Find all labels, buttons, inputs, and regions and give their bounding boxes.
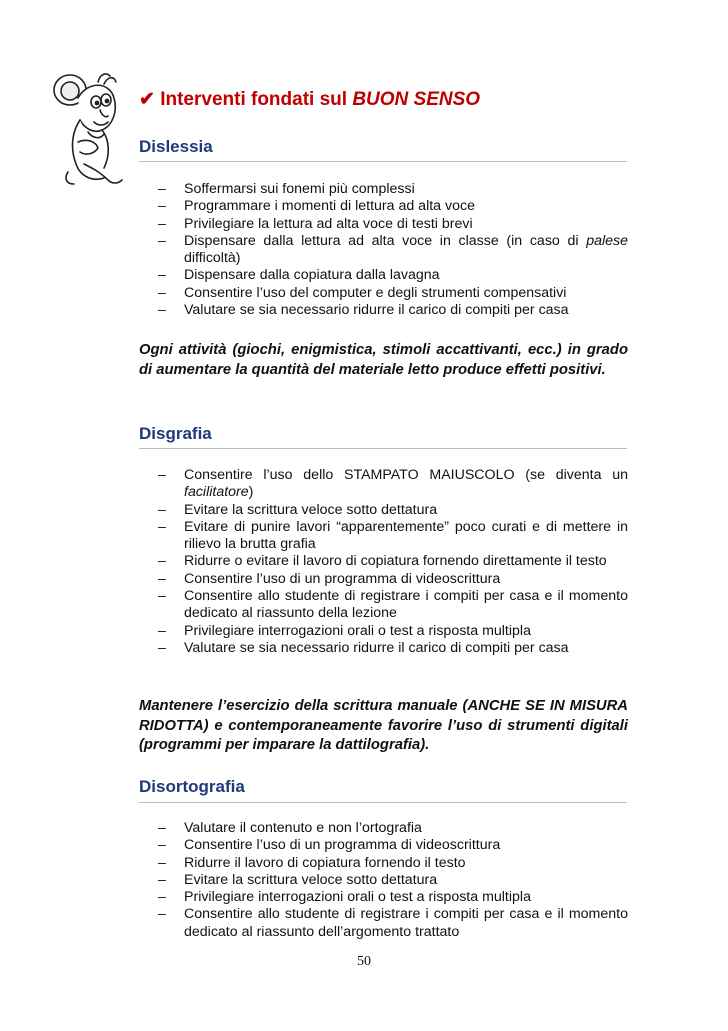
title-emphasis: BUON SENSO <box>352 89 481 110</box>
dislessia-note: Ogni attività (giochi, enigmistica, stimoli accattivanti, ecc.) in grado di aumentare la quantità del materiale letto produce effetti positivi. <box>139 342 628 378</box>
disortografia-list <box>158 820 628 941</box>
list-item: – Ridurre o evitare il lavoro di copiatura fornendo direttamente il testo <box>158 553 628 570</box>
list-item: – Dispensare dalla lettura ad alta voce in classe (in caso di palese difficoltà) <box>158 233 628 268</box>
list-item: – Privilegiare interrogazioni orali o test a risposta multipla <box>158 623 628 640</box>
disgrafia-list <box>158 467 628 657</box>
list-item: – Consentire l’uso del computer e degli strumenti compensativi <box>158 285 628 302</box>
list-item: – Privilegiare interrogazioni orali o test a risposta multipla <box>158 889 628 906</box>
list-item: – Evitare di punire lavori “apparentemente” poco curati e di mettere in rilievo la brutta grafia <box>158 519 628 554</box>
list-item: – Consentire allo studente di registrare i compiti per casa e il momento dedicato al riassunto dell’argomento trattato <box>158 906 628 941</box>
list-item: – Consentire allo studente di registrare i compiti per casa e il momento dedicato al riassunto della lezione <box>158 588 628 623</box>
list-item: – Consentire l’uso di un programma di videoscrittura <box>158 837 628 854</box>
section-divider <box>139 802 627 803</box>
list-item: – Valutare il contenuto e non l’ortografia <box>158 820 628 837</box>
list-item: – Consentire l’uso dello STAMPATO MAIUSCOLO (se diventa un facilitatore) <box>158 467 628 502</box>
section-heading-disortografia: Disortografia <box>139 777 245 796</box>
list-item: – Soffermarsi sui fonemi più complessi <box>158 181 628 198</box>
section-heading-disgrafia: Disgrafia <box>139 424 212 443</box>
list-item: – Ridurre il lavoro di copiatura fornendo il testo <box>158 855 628 872</box>
list-item: – Valutare se sia necessario ridurre il carico di compiti per casa <box>158 302 628 319</box>
page-title <box>139 88 480 111</box>
list-item: – Programmare i momenti di lettura ad alta voce <box>158 198 628 215</box>
page-number: 50 <box>357 954 371 969</box>
thinking-mouse-illustration <box>48 68 130 186</box>
list-item: – Valutare se sia necessario ridurre il carico di compiti per casa <box>158 640 628 657</box>
title-prefix: ✔ Interventi fondati sul <box>139 89 353 110</box>
list-item: – Dispensare dalla copiatura dalla lavagna <box>158 267 628 284</box>
section-divider <box>139 448 627 449</box>
list-item: – Consentire l’uso di un programma di videoscrittura <box>158 571 628 588</box>
list-item: – Evitare la scrittura veloce sotto dettatura <box>158 872 628 889</box>
dislessia-list <box>158 181 628 319</box>
section-heading-dislessia: Dislessia <box>139 137 213 156</box>
list-item: – Evitare la scrittura veloce sotto dettatura <box>158 502 628 519</box>
disgrafia-note: Mantenere l’esercizio della scrittura manuale (ANCHE SE IN MISURA RIDOTTA) e contemporaneamente favorire l’uso di strumenti digitali (programmi per imparare la dattilografia). <box>139 698 628 753</box>
section-divider <box>139 161 627 162</box>
list-item: – Privilegiare la lettura ad alta voce di testi brevi <box>158 216 628 233</box>
